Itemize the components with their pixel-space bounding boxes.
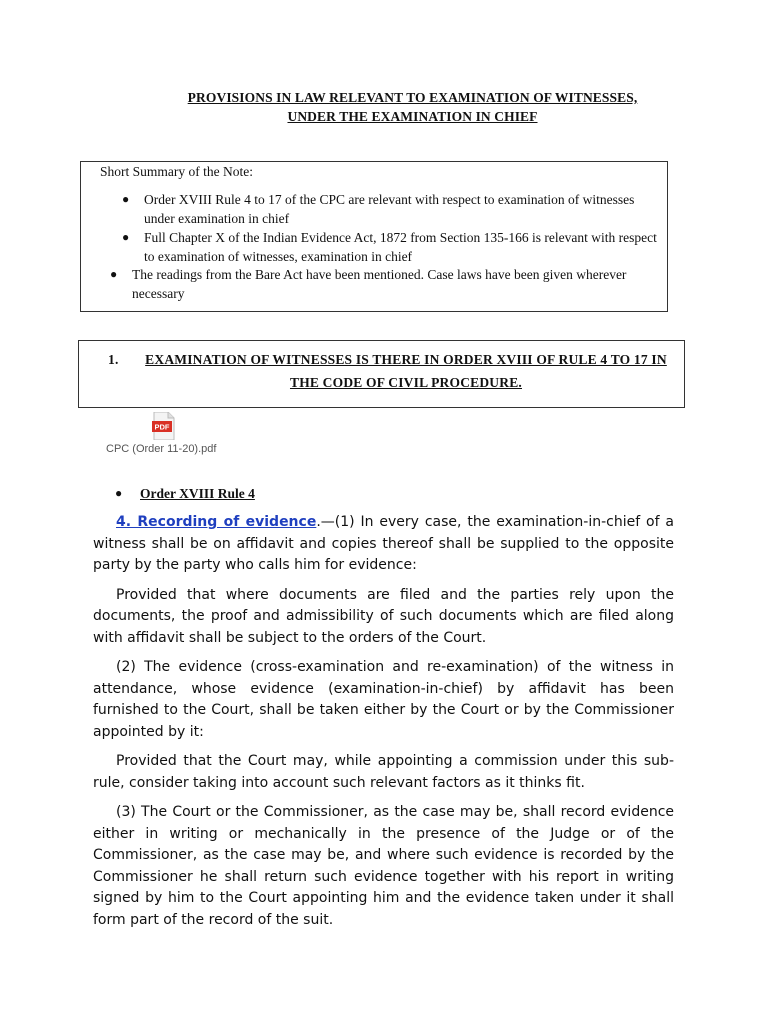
recording-of-evidence-link[interactable]: 4. Recording of evidence — [116, 514, 317, 530]
bullet-dot: ● — [110, 267, 118, 281]
rule-bullet-text: Order XVIII Rule 4 — [140, 486, 255, 501]
section-heading-box — [78, 340, 685, 408]
paragraph-5: (3) The Court or the Commissioner, as the case may be, shall record evidence either in writing or mechanically in the presence of the Judge or of the Commissioner, as the case may be, and where such evidence is recorded by the Commissioner he shall return such evidence together with his report in writing signed by him to the Court appointing him and the evidence taken under it shall form part of the record of the suit. — [93, 804, 674, 928]
bullet-dot: ● — [122, 192, 130, 206]
bullet-dot: ● — [115, 486, 123, 500]
paragraph-4: Provided that the Court may, while appointing a commission under this sub-rule, consider taking into account such relevant factors as it thinks fit. — [93, 753, 674, 791]
bullet-dot: ● — [122, 230, 130, 244]
pdf-icon-label: PDF — [154, 422, 170, 432]
document-title — [90, 88, 735, 126]
section-heading: EXAMINATION OF WITNESSES IS THERE IN ORDER XVIII OF RULE 4 TO 17 IN THE CODE OF CIVIL PROCEDURE. — [145, 352, 667, 390]
section-number: 1. — [108, 352, 119, 367]
title-line-2: UNDER THE EXAMINATION IN CHIEF — [287, 109, 538, 124]
title-line-1: PROVISIONS IN LAW RELEVANT TO EXAMINATION OF WITNESSES, — [187, 90, 638, 105]
summary-box — [80, 161, 668, 312]
pdf-file-icon — [152, 412, 176, 440]
summary-heading: Short Summary of the Note: — [100, 164, 253, 179]
summary-bullet-2: ● Full Chapter X of the Indian Evidence Act, 1872 from Section 135-166 is relevant with respect to examination of witnesses, examination in chief — [122, 230, 657, 264]
rule-body — [93, 512, 674, 939]
rule-bullet — [115, 486, 255, 502]
summary-bullet-3: ● The readings from the Bare Act have been mentioned. Case laws have been given wherever necessary — [110, 267, 627, 301]
paragraph-1: 4. Recording of evidence.—(1) In every case, the examination-in-chief of a witness shall be on affidavit and copies thereof shall be supplied to the opposite party by the party who calls him for evidence: — [93, 514, 674, 573]
paragraph-2: Provided that where documents are filed and the parties rely upon the documents, the proof and admissibility of such documents which are filed along with affidavit shall be subject to the orders of the Court. — [93, 586, 674, 646]
attachment-filename[interactable]: CPC (Order 11-20).pdf — [106, 443, 217, 455]
summary-bullet-1: ● Order XVIII Rule 4 to 17 of the CPC are relevant with respect to examination of witnesses under examination in chief — [122, 192, 635, 226]
paragraph-3: (2) The evidence (cross-examination and re-examination) of the witness in attendance, whose evidence (examination-in-chief) by affidavit has been furnished to the Court, shall be taken either by the Court or by the Commissioner appointed by it: — [93, 659, 674, 740]
